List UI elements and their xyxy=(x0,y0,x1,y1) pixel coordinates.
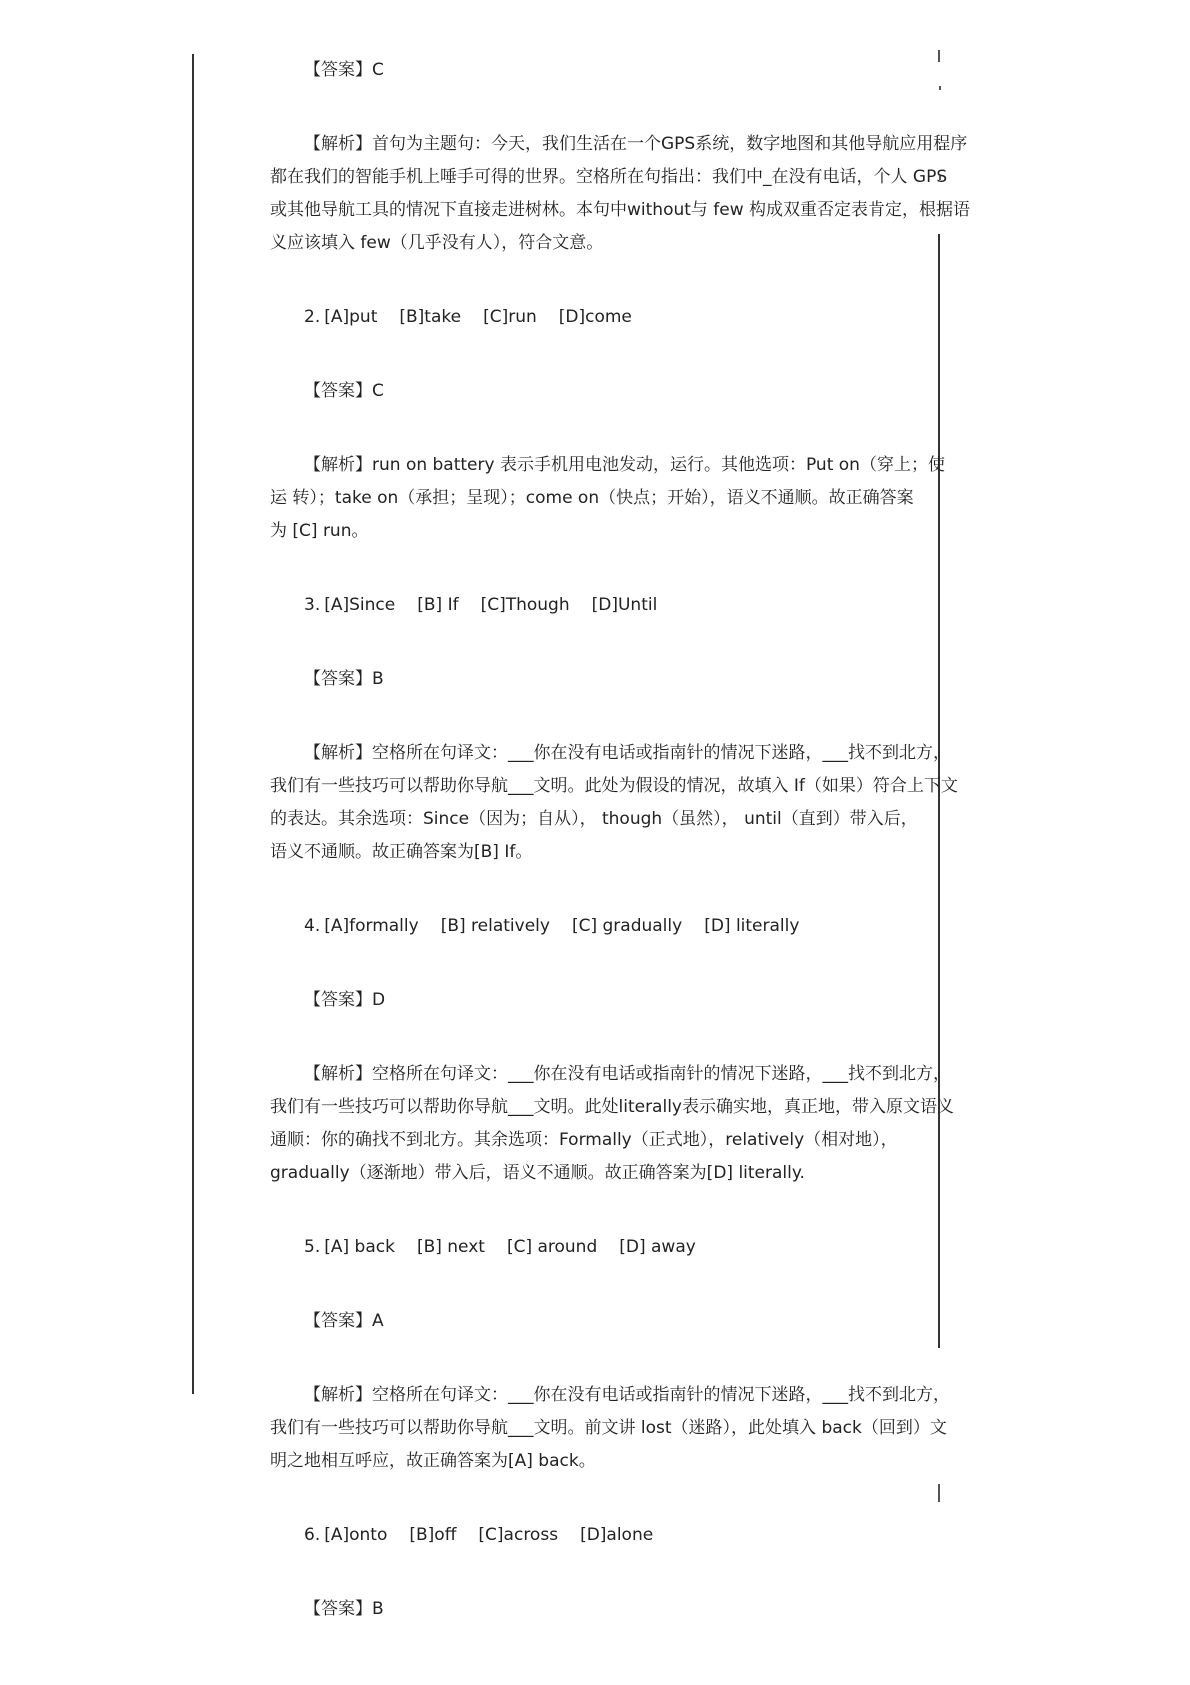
answer-line: 【答案】B xyxy=(304,669,384,689)
analysis-paragraph: 【解析】空格所在句译文：___你在没有电话或指南针的情况下迷路，___找不到北方， 我们有一些技巧可以帮助你导航___文明。前文讲 lost（迷路），此处填入 back（回到）文 明之地相互呼应，故正确答案为[A] back。 xyxy=(270,1385,950,1471)
question-options: 5. [A] back [B] next [C] around [D] away xyxy=(304,1237,696,1257)
analysis-paragraph: 【解析】首句为主题句：今天，我们生活在一个GPS系统，数字地图和其他导航应用程序 都在我们的智能手机上唾手可得的世界。空格所在句指出：我们中_在没有电话，个人 GPS 或其他导航工具的情况下直接走进树林。本句中without与 few 构成双重否定表肯定，根据语 义应该填入 few（几乎没有人），符合文意。 xyxy=(270,134,971,253)
answer-line: 【答案】A xyxy=(304,1311,384,1331)
answer-line: 【答案】D xyxy=(304,990,386,1010)
document-body xyxy=(270,54,971,1626)
answer-line: 【答案】C xyxy=(304,60,384,80)
analysis-paragraph: 【解析】run on battery 表示手机用电池发动，运行。其他选项：Put on（穿上；使 运 转）；take on（承担；呈现）；come on（快点；开始），语义不通顺。故正确答案 为 [C] run。 xyxy=(270,455,945,541)
question-options: 6. [A]onto [B]off [C]across [D]alone xyxy=(304,1525,654,1545)
question-options: 4. [A]formally [B] relatively [C] gradually [D] literally xyxy=(304,916,800,936)
analysis-paragraph: 【解析】空格所在句译文：___你在没有电话或指南针的情况下迷路，___找不到北方， 我们有一些技巧可以帮助你导航___文明。此处literally表示确实地，真正地，带入原文语义 通顺：你的确找不到北方。其余选项：Formally（正式地），relatively（相对地）， gradually（逐渐地）带入后，语义不通顺。故正确答案为[D] literally. xyxy=(270,1064,954,1183)
question-options: 3. [A]Since [B] If [C]Though [D]Until xyxy=(304,595,658,615)
analysis-paragraph: 【解析】空格所在句译文：___你在没有电话或指南针的情况下迷路，___找不到北方， 我们有一些技巧可以帮助你导航___文明。此处为假设的情况，故填入 If（如果）符合上下文 的表达。其余选项：Since（因为；自从）， though（虽然）， until（直到）带入后， 语义不通顺。故正确答案为[B] If。 xyxy=(270,743,958,862)
left-margin-rule xyxy=(192,54,194,1394)
answer-line: 【答案】B xyxy=(304,1599,384,1619)
answer-line: 【答案】C xyxy=(304,381,384,401)
question-options: 2. [A]put [B]take [C]run [D]come xyxy=(304,307,632,327)
